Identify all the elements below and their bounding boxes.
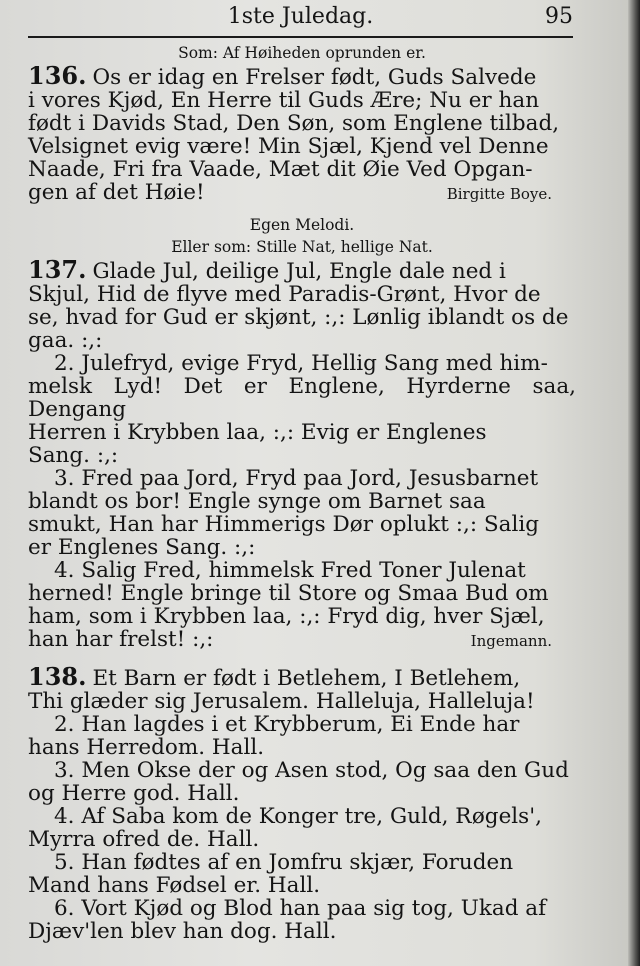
hymn-137-number: 137. <box>28 255 87 284</box>
hymn-138-line: Myrra ofred de. Hall. <box>28 827 260 852</box>
hymn-138-number: 138. <box>28 662 87 691</box>
hymn-137-line: Skjul, Hid de flyve med Paradis-Grønt, Hvor de <box>28 282 541 307</box>
hymn-137-line: er Englenes Sang. :,: <box>28 535 256 560</box>
page-number: 95 <box>545 4 573 29</box>
hymn-137-line: Sang. :,: <box>28 443 119 468</box>
hymn-138-line: Mand hans Fødsel er. Hall. <box>28 873 321 898</box>
hymn-137-line: 137. Glade Jul, deilige Jul, Engle dale ned i <box>28 255 506 284</box>
hymn-137-line: han har frelst! :,: Ingemann. <box>28 628 576 651</box>
hymn-137-line: Herren i Krybben laa, :,: Evig er Englenes <box>28 420 487 445</box>
hymn-137-line: 4. Salig Fred, himmelsk Fred Toner Julenat <box>54 558 526 583</box>
hymn-137-line: ham, som i Krybben laa, :,: Fryd dig, hver Sjæl, <box>28 604 545 629</box>
hymn-136-number: 136. <box>28 61 87 90</box>
hymn-137-line: blandt os bor! Engle synge om Barnet saa <box>28 489 486 514</box>
running-title: 1ste Juledag. <box>227 4 374 29</box>
hymn-136-line: Velsignet evig være! Min Sjæl, Kjend vel Denne <box>28 134 549 159</box>
hymn-136-author: Birgitte Boye. <box>446 185 552 203</box>
hymn-137 <box>28 255 576 652</box>
hymn-137-line: herned! Engle bringe til Store og Smaa Bud om <box>28 581 549 606</box>
running-header <box>28 2 573 32</box>
hymn-138-line: 6. Vort Kjød og Blod han paa sig tog, Ukad af <box>54 896 547 921</box>
hymn-138-line: Thi glæder sig Jerusalem. Halleluja, Halleluja! <box>28 689 535 714</box>
header-rule <box>28 36 573 38</box>
hymn-138-line: og Herre god. Hall. <box>28 781 240 806</box>
hymn-137-line: gaa. :,: <box>28 328 103 353</box>
hymn-137-author: Ingemann. <box>470 632 552 650</box>
hymn-136 <box>28 61 576 205</box>
hymn-137-line: 3. Fred paa Jord, Fryd paa Jord, Jesusbarnet <box>54 466 539 491</box>
hymn-138-line: 3. Men Okse der og Asen stod, Og saa den Gud <box>54 758 569 783</box>
page-body <box>28 42 576 943</box>
hymn-138-line: 5. Han fødtes af en Jomfru skjær, Foruden <box>54 850 514 875</box>
hymn-136-line: gen af det Høie! Birgitte Boye. <box>28 181 576 204</box>
hymn-137-line: melsk Lyd! Det er Englene, Hyrderne saa, Dengang <box>28 374 576 422</box>
hymn-138-line: 138. Et Barn er født i Betlehem, I Betlehem, <box>28 662 521 691</box>
hymn-136-line: Naade, Fri fra Vaade, Mæt dit Øie Ved Opgan- <box>28 157 533 182</box>
hymn-136-line: 136. Os er idag en Frelser født, Guds Salvede <box>28 61 537 90</box>
hymn-137-melody: Egen Melodi. <box>249 216 355 234</box>
hymn-137-line: se, hvad for Gud er skjønt, :,: Lønlig iblandt os de <box>28 305 569 330</box>
hymn-137-alt-melody: Eller som: Stille Nat, hellige Nat. <box>171 238 433 256</box>
hymn-137-line: 2. Julefryd, evige Fryd, Hellig Sang med him- <box>54 351 548 376</box>
hymn-138-line: Djæv'len blev han dog. Hall. <box>28 919 337 944</box>
hymn-138-line: hans Herredom. Hall. <box>28 735 265 760</box>
hymn-138 <box>28 662 576 944</box>
hymn-136-line: i vores Kjød, En Herre til Guds Ære; Nu er han <box>28 88 540 113</box>
hymn-138-line: 4. Af Saba kom de Konger tre, Guld, Røgels', <box>54 804 542 829</box>
hymn-136-line: født i Davids Stad, Den Søn, som Englene tilbad, <box>28 111 560 136</box>
hymn-136-tune-note: Som: Af Høiheden oprunden er. <box>178 44 426 62</box>
hymn-138-line: 2. Han lagdes i et Krybberum, Ei Ende har <box>54 712 520 737</box>
hymn-137-line: smukt, Han har Himmerigs Dør oplukt :,: Salig <box>28 512 539 537</box>
page-edge-shadow <box>628 0 640 966</box>
